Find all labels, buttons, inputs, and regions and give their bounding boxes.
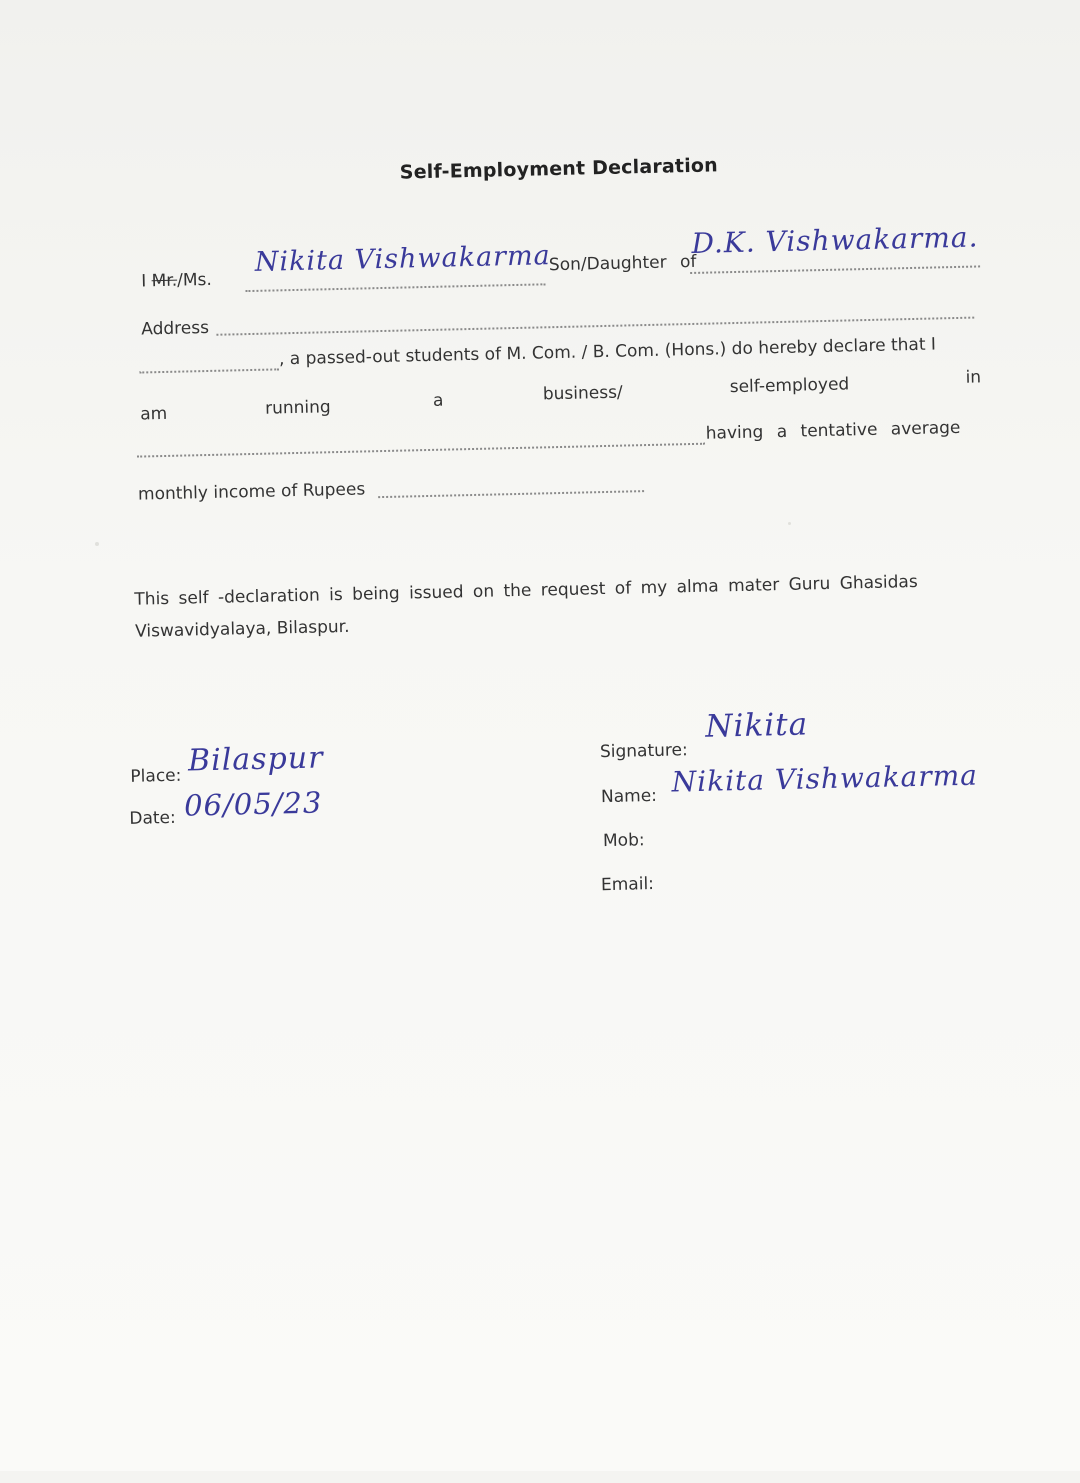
name-blank-line (245, 283, 545, 292)
word-self-employed: self-employed (729, 374, 850, 398)
email-label: Email: (600, 873, 655, 896)
handwritten-place: Bilaspur (187, 740, 324, 779)
title-mr: Mr. (151, 270, 178, 292)
address-label: Address (141, 317, 210, 340)
parent-blank-line (690, 265, 980, 274)
handwritten-signature: Nikita (705, 706, 809, 745)
date-label: Date: (129, 807, 176, 829)
business-blank-line (137, 443, 705, 458)
relation-label (549, 252, 697, 275)
place-label: Place: (130, 765, 182, 787)
income-label: monthly income of Rupees (137, 479, 366, 505)
declarant-prefix (141, 270, 212, 292)
handwritten-date: 06/05/23 (183, 785, 323, 823)
word-business: business/ (542, 382, 623, 405)
declaration-purpose-line-2: Viswavidyalaya, Bilaspur. (134, 616, 350, 642)
word-in: in (965, 367, 982, 388)
pronoun-i: I (140, 271, 147, 292)
income-blank-line (378, 490, 644, 498)
declaration-line-3: , a passed-out students of M. Com. / B. Com. (Hons.) do hereby declare that I (278, 334, 937, 370)
word-a: a (432, 390, 444, 411)
name-label: Name: (600, 785, 658, 808)
signature-label: Signature: (599, 740, 688, 763)
word-am: am (139, 403, 168, 425)
mob-label: Mob: (602, 830, 645, 852)
declaration-line-5: having a tentative average (705, 417, 961, 444)
handwritten-name: Nikita Vishwakarma (254, 240, 552, 278)
course-blank-line (139, 368, 279, 373)
handwritten-full-name: Nikita Vishwakarma (671, 758, 979, 799)
declaration-purpose-line-1: This self -declaration is being issued on the request of my alma mater Guru Ghasidas (134, 571, 918, 610)
document-title: Self-Employment Declaration (399, 154, 719, 184)
son-daughter-text: Son/Daughter (548, 252, 667, 276)
title-ms: /Ms. (176, 269, 212, 291)
of-text: of (679, 251, 697, 273)
word-running: running (264, 397, 331, 419)
address-blank-line (216, 317, 974, 336)
handwritten-parent-name: D.K. Vishwakarma. (691, 220, 979, 260)
